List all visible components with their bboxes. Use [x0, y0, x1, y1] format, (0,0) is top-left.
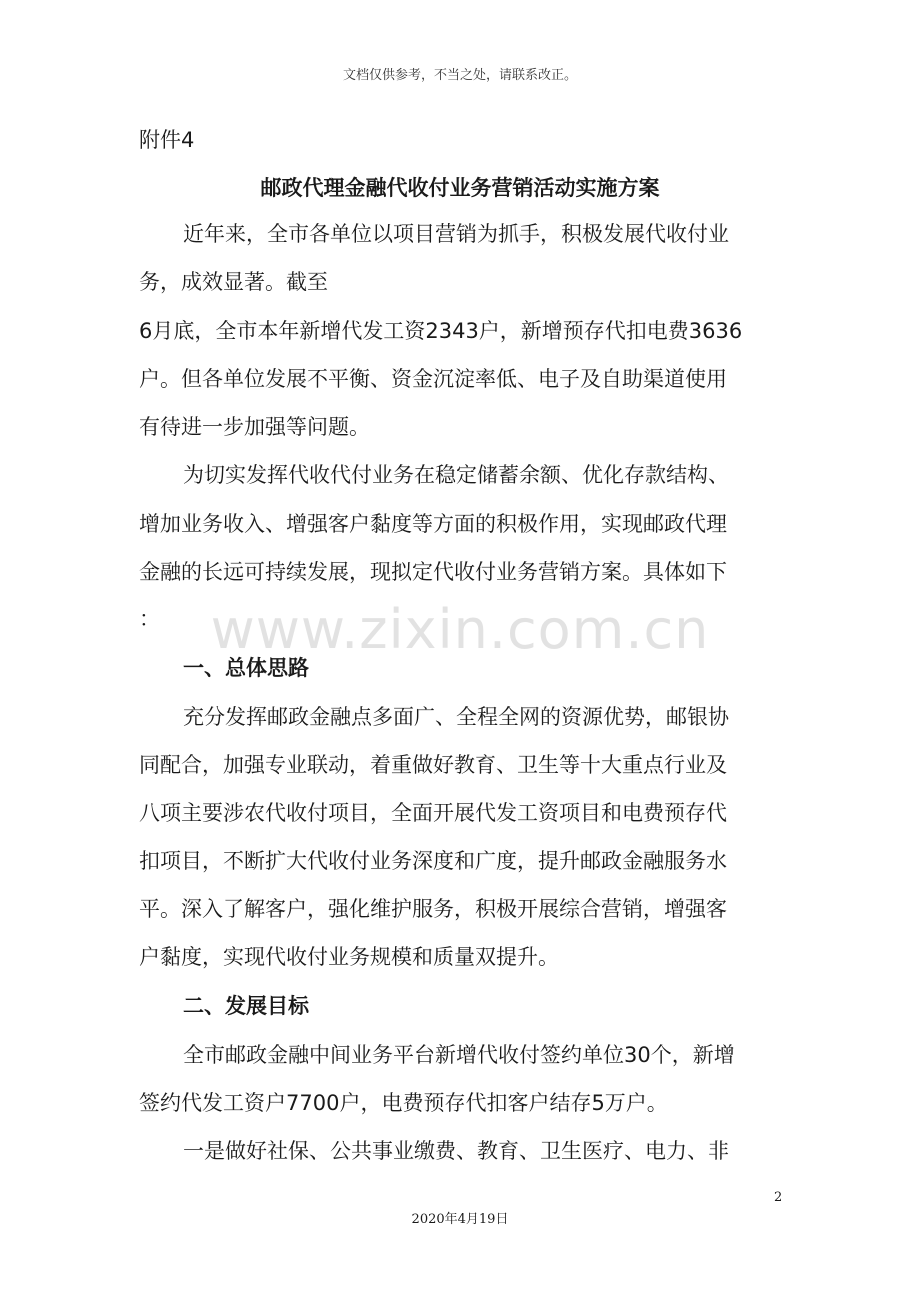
paragraph-line: 签约代发工资户7700户，电费预存代扣客户结存5万户。: [139, 1091, 668, 1115]
paragraph-line: 近年来，全市各单位以项目营销为抓手，积极发展代收付业: [183, 222, 729, 246]
paragraph-line: 全市邮政金融中间业务平台新增代收付签约单位30个，新增: [183, 1043, 735, 1067]
paragraph-line: ：: [139, 607, 160, 631]
paragraph-line: 为切实发挥代收代付业务在稳定储蓄余额、优化存款结构、: [183, 463, 729, 487]
section-heading: 一、总体思路: [183, 656, 309, 680]
paragraph-line: 增加业务收入、增强客户黏度等方面的积极作用，实现邮政代理: [139, 512, 727, 536]
paragraph-line: 有待进一步加强等问题。: [139, 415, 370, 439]
paragraph-line: 一是做好社保、公共事业缴费、教育、卫生医疗、电力、非: [183, 1139, 729, 1163]
document-title: 邮政代理金融代收付业务营销活动实施方案: [260, 176, 660, 200]
paragraph-line: 金融的长远可持续发展，现拟定代收付业务营销方案。具体如下: [139, 560, 727, 584]
watermark: www.zixin.com.cn: [210, 598, 710, 661]
paragraph-line: 扣项目，不断扩大代收付业务深度和广度，提升邮政金融服务水: [139, 849, 727, 873]
header-note: 文档仅供参考，不当之处，请联系改正。: [342, 68, 577, 83]
section-heading: 二、发展目标: [183, 994, 309, 1018]
paragraph-line: 平。深入了解客户，强化维护服务，积极开展综合营销，增强客: [139, 897, 727, 921]
paragraph-line: 户黏度，实现代收付业务规模和质量双提升。: [139, 945, 559, 969]
paragraph-line: 户。但各单位发展不平衡、资金沉淀率低、电子及自助渠道使用: [139, 367, 727, 391]
paragraph-line: 同配合，加强专业联动，着重做好教育、卫生等十大重点行业及: [139, 753, 727, 777]
paragraph-line: 务，成效显著。截至: [139, 270, 328, 294]
paragraph-line: 6月底，全市本年新增代发工资2343户，新增预存代扣电费3636: [139, 319, 743, 343]
page-number: 2: [774, 1190, 783, 1205]
attachment-label: 附件4: [139, 128, 195, 152]
paragraph-line: 充分发挥邮政金融点多面广、全程全网的资源优势，邮银协: [183, 705, 729, 729]
paragraph-line: 八项主要涉农代收付项目，全面开展代发工资项目和电费预存代: [139, 801, 727, 825]
footer-date: 2020年4月19日: [411, 1212, 509, 1227]
